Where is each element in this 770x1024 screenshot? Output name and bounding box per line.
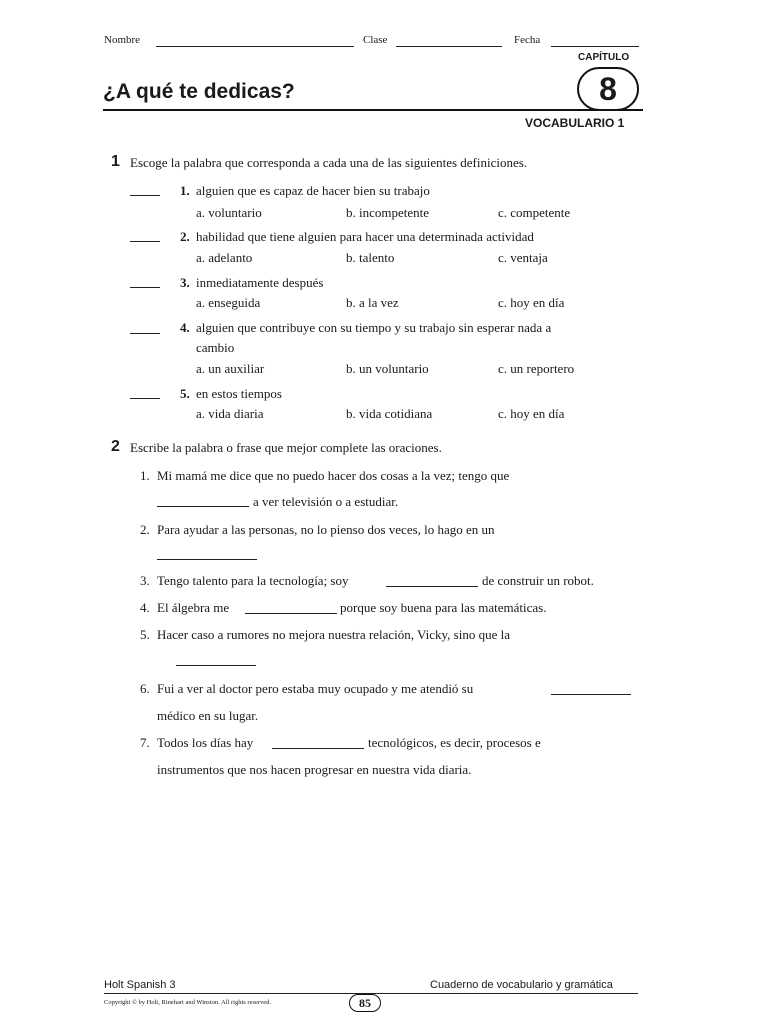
item-number: 7. bbox=[140, 735, 150, 750]
fill-blank-2[interactable] bbox=[157, 559, 257, 560]
fill-blank-6[interactable] bbox=[551, 694, 631, 695]
page-number: 85 bbox=[349, 994, 381, 1012]
question-number: 3. bbox=[180, 275, 190, 290]
question-number: 1. bbox=[180, 183, 190, 198]
part1-instruction: Escoge la palabra que corresponda a cada una de las siguientes definiciones. bbox=[130, 155, 528, 170]
capitulo-label: CAPÍTULO bbox=[578, 52, 630, 63]
question-number: 4. bbox=[180, 320, 190, 335]
item-number: 5. bbox=[140, 627, 150, 642]
item-text-after: porque soy buena para las matemáticas. bbox=[340, 600, 547, 615]
fill-blank-1[interactable] bbox=[157, 506, 249, 507]
item-text-continued: instrumentos que nos hacen progresar en nuestra vida diaria. bbox=[157, 762, 472, 777]
footer-book-title: Holt Spanish 3 bbox=[104, 979, 176, 991]
section-label: VOCABULARIO 1 bbox=[525, 116, 625, 130]
chapter-number-badge: 8 bbox=[577, 67, 639, 111]
item-number: 3. bbox=[140, 573, 150, 588]
item-text: Fui a ver al doctor pero estaba muy ocupado y me atendió su bbox=[157, 681, 474, 696]
option-c: c. hoy en día bbox=[498, 295, 565, 310]
option-a: a. voluntario bbox=[196, 205, 262, 220]
part1-number: 1 bbox=[111, 153, 120, 170]
fill-blank-7[interactable] bbox=[272, 748, 364, 749]
option-b: b. vida cotidiana bbox=[346, 406, 433, 421]
answer-blank-3[interactable] bbox=[130, 287, 160, 288]
part2-instruction: Escribe la palabra o frase que mejor complete las oraciones. bbox=[130, 440, 442, 455]
question-number: 2. bbox=[180, 229, 190, 244]
option-b: b. a la vez bbox=[346, 295, 399, 310]
option-b: b. un voluntario bbox=[346, 361, 429, 376]
option-a: a. un auxiliar bbox=[196, 361, 265, 376]
item-number: 4. bbox=[140, 600, 150, 615]
option-b: b. talento bbox=[346, 250, 395, 265]
part2-number: 2 bbox=[111, 438, 120, 455]
option-b: b. incompetente bbox=[346, 205, 430, 220]
item-text-after: tecnológicos, es decir, procesos e bbox=[368, 735, 541, 750]
page-title: ¿A qué te dedicas? bbox=[103, 80, 295, 103]
question-text: alguien que contribuye con su tiempo y su trabajo sin esperar nada a bbox=[196, 320, 552, 335]
item-number: 1. bbox=[140, 468, 150, 483]
copyright-text: Copyright © by Holt, Rinehart and Winston. All rights reserved. bbox=[104, 999, 272, 1006]
option-c: c. competente bbox=[498, 205, 571, 220]
footer-book-subtitle: Cuaderno de vocabulario y gramática bbox=[430, 979, 613, 991]
question-text: inmediatamente después bbox=[196, 275, 324, 290]
item-number: 2. bbox=[140, 522, 150, 537]
option-a: a. enseguida bbox=[196, 295, 261, 310]
fill-blank-3[interactable] bbox=[386, 586, 478, 587]
question-number: 5. bbox=[180, 386, 190, 401]
fill-blank-4[interactable] bbox=[245, 613, 337, 614]
item-text-after: de construir un robot. bbox=[482, 573, 594, 588]
item-number: 6. bbox=[140, 681, 150, 696]
item-text-continued: a ver televisión o a estudiar. bbox=[253, 494, 399, 509]
option-c: c. ventaja bbox=[498, 250, 548, 265]
option-c: c. un reportero bbox=[498, 361, 575, 376]
fecha-label: Fecha bbox=[514, 34, 541, 46]
answer-blank-4[interactable] bbox=[130, 333, 160, 334]
item-text: Para ayudar a las personas, no lo pienso dos veces, lo hago en un bbox=[157, 522, 495, 537]
question-text: habilidad que tiene alguien para hacer una determinada actividad bbox=[196, 229, 534, 244]
clase-field[interactable] bbox=[396, 46, 502, 47]
option-a: a. adelanto bbox=[196, 250, 253, 265]
clase-label: Clase bbox=[363, 34, 388, 46]
option-a: a. vida diaria bbox=[196, 406, 264, 421]
item-text: Todos los días hay bbox=[157, 735, 254, 750]
question-text-continued: cambio bbox=[196, 340, 235, 355]
nombre-field[interactable] bbox=[156, 46, 354, 47]
title-rule bbox=[103, 109, 643, 111]
item-text: Tengo talento para la tecnología; soy bbox=[157, 573, 349, 588]
question-text: alguien que es capaz de hacer bien su trabajo bbox=[196, 183, 430, 198]
question-text: en estos tiempos bbox=[196, 386, 282, 401]
answer-blank-5[interactable] bbox=[130, 398, 160, 399]
nombre-label: Nombre bbox=[104, 34, 141, 46]
fill-blank-5[interactable] bbox=[176, 665, 256, 666]
option-c: c. hoy en día bbox=[498, 406, 565, 421]
fecha-field[interactable] bbox=[551, 46, 639, 47]
item-text-continued: médico en su lugar. bbox=[157, 708, 259, 723]
answer-blank-2[interactable] bbox=[130, 241, 160, 242]
item-text: Hacer caso a rumores no mejora nuestra relación, Vicky, sino que la bbox=[157, 627, 510, 642]
answer-blank-1[interactable] bbox=[130, 195, 160, 196]
item-text: El álgebra me bbox=[157, 600, 230, 615]
item-text: Mi mamá me dice que no puedo hacer dos cosas a la vez; tengo que bbox=[157, 468, 510, 483]
